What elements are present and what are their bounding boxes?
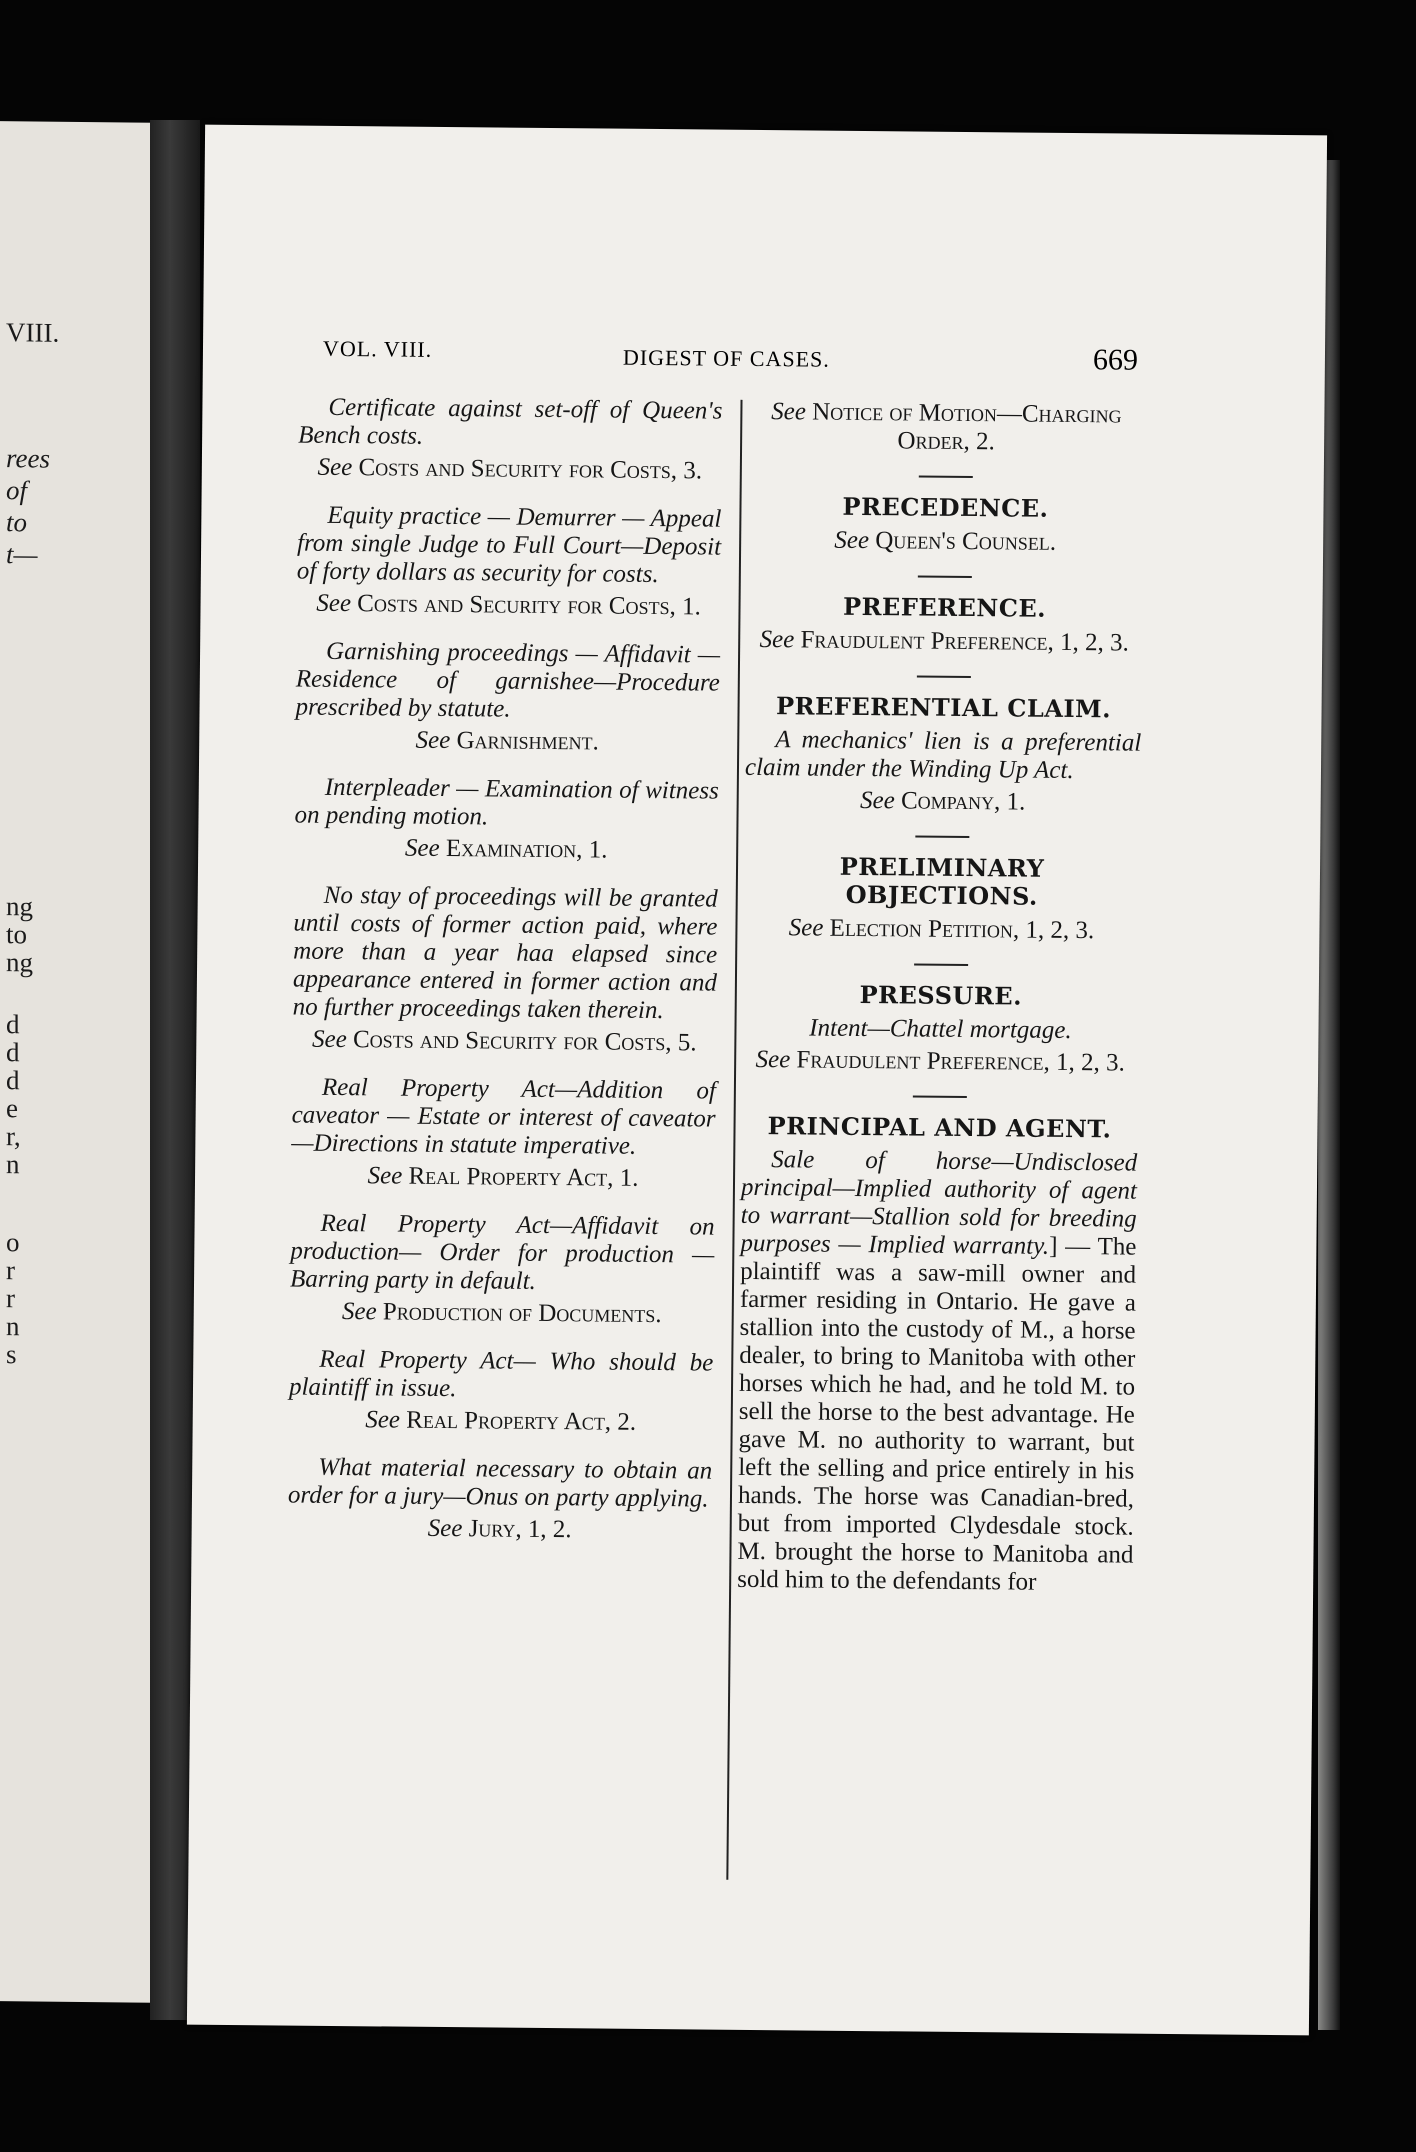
see-word: See xyxy=(427,1514,463,1543)
prev-page-fragment: d xyxy=(6,1065,20,1096)
prev-page-fragment: r xyxy=(6,1283,15,1314)
previous-page xyxy=(0,121,168,2003)
page-title: DIGEST OF CASES. xyxy=(622,344,830,372)
see-word: See xyxy=(316,589,352,618)
prev-page-fragment: o xyxy=(6,1227,20,1258)
see-word: See xyxy=(859,786,895,815)
prev-page-fragment: n xyxy=(6,1149,20,1180)
see-word: See xyxy=(341,1298,377,1326)
cross-reference: Costs and Security for Costs, 5. xyxy=(352,1026,697,1057)
left-entry-4 xyxy=(292,882,718,1058)
cross-reference: Examination, 1. xyxy=(445,835,608,864)
see-word: See xyxy=(367,1162,403,1190)
left-entry-6 xyxy=(290,1210,715,1330)
section-principal-and-agent xyxy=(737,1112,1138,1598)
left-entry-2 xyxy=(295,638,720,758)
cross-reference: Real Property Act, 2. xyxy=(406,1406,637,1436)
left-entry-5 xyxy=(291,1074,716,1194)
see-word: See xyxy=(834,526,870,555)
see-word: See xyxy=(788,914,824,942)
left-entry-3 xyxy=(294,774,719,866)
section-heading: PRINCIPAL AND AGENT. xyxy=(767,1111,1112,1144)
prev-page-fragment: e xyxy=(6,1093,18,1124)
section-rule xyxy=(913,1095,967,1098)
prev-page-fragment: r, xyxy=(6,1121,21,1152)
entry-summary: A mechanics' lien is a preferential claim under the Winding Up Act. xyxy=(744,726,1142,785)
book-page xyxy=(187,125,1327,2036)
entry-summary: Real Property Act—Affidavit on production— Order for production —Barring party in default. xyxy=(289,1209,715,1295)
section-rule xyxy=(918,576,972,579)
section-heading: PREFERENCE. xyxy=(842,591,1047,623)
section-precedence xyxy=(747,492,1144,558)
entry-summary: Equity practice — Demurrer — Appeal from single Judge to Full Court—Deposit of forty dollars as security for costs. xyxy=(296,501,722,589)
column-divider xyxy=(726,400,742,1880)
entry-summary: Interpleader — Examination of witness on pending motion. xyxy=(294,773,719,831)
right-column xyxy=(737,398,1144,1598)
prev-page-fragment: d xyxy=(6,1037,20,1068)
left-entry-7 xyxy=(289,1346,714,1438)
section-rule xyxy=(919,476,973,479)
section-heading: PRELIMINARY OBJECTIONS. xyxy=(839,851,1045,911)
section-preference xyxy=(746,592,1143,658)
cross-reference: Garnishment. xyxy=(456,727,599,756)
section-rule xyxy=(914,964,968,967)
prev-page-fragment: of xyxy=(6,475,28,506)
cross-reference: Election Petition, 1, 2, 3. xyxy=(829,914,1095,945)
left-entry-1 xyxy=(296,502,721,622)
prev-page-fragment: to xyxy=(6,507,28,538)
section-preferential-claim xyxy=(745,692,1142,818)
cross-reference: Fraudulent Preference, 1, 2, 3. xyxy=(796,1046,1125,1077)
volume-label: VOL. VIII. xyxy=(322,335,433,362)
section-heading: PRECEDENCE. xyxy=(842,491,1049,523)
prev-page-fragment: d xyxy=(6,1009,20,1040)
cross-reference: Queen's Counsel. xyxy=(875,527,1057,556)
prev-page-fragment: rees xyxy=(6,443,50,474)
prev-page-fragment: ng xyxy=(6,891,33,922)
prev-page-fragment: VIII. xyxy=(6,317,60,348)
case-body: ] — The plaintiff was a saw-mill owner and farmer residing in Ontario. He gave a stallion into the custody of M., a horse dealer, to bring to Manitoba with other horses which he had, and he told M. to sell the horse to the best advantage. He gave M. no authority to warrant, but left the selling and price entirely in his hands. The horse was Canadian-bred, but from imported Clydesdale stock. M. brought the horse to Manitoba and sold him to the defendants for xyxy=(737,1232,1137,1596)
case-text xyxy=(737,1146,1137,1598)
section-rule xyxy=(915,836,969,839)
entry-summary: No stay of proceedings will be granted until costs of former action paid, where more than a year haa elapsed since appearance entered in former action and no further proceedings taken therein. xyxy=(292,881,718,1025)
cross-reference: Fraudulent Preference, 1, 2, 3. xyxy=(800,626,1129,657)
top-cross-reference xyxy=(748,398,1145,458)
cross-reference: Production of Documents. xyxy=(382,1298,662,1329)
see-word: See xyxy=(771,398,807,426)
section-rule xyxy=(917,676,971,679)
entry-summary: Real Property Act—Addition of caveator — Estate or interest of caveator—Directions in statute imperative. xyxy=(291,1073,717,1160)
left-entry-8 xyxy=(288,1454,713,1546)
see-word: See xyxy=(415,726,451,755)
left-column xyxy=(287,394,722,1566)
see-word: See xyxy=(755,1045,791,1074)
see-word: See xyxy=(365,1406,401,1434)
cross-reference: Real Property Act, 1. xyxy=(408,1162,639,1192)
prev-page-fragment: t— xyxy=(6,539,38,570)
cross-reference: Jury, 1, 2. xyxy=(468,1515,572,1544)
entry-summary: Intent—Chattel mortgage. xyxy=(809,1014,1072,1045)
prev-page-fragment: s xyxy=(6,1339,17,1370)
section-pressure xyxy=(742,980,1139,1078)
cross-reference: Costs and Security for Costs, 3. xyxy=(358,454,703,485)
section-heading: PREFERENTIAL CLAIM. xyxy=(775,691,1112,724)
entry-summary: What material necessary to obtain an order for a jury—Onus on party applying. xyxy=(287,1453,713,1513)
entry-summary: Garnishing proceedings — Affidavit — Residence of garnishee—Procedure prescribed by statute. xyxy=(295,637,721,723)
case-summary: Sale of horse—Undisclosed principal—Implied authority of agent to warrant—Stallion sold for breeding purposes — Implied warranty. xyxy=(740,1146,1138,1260)
see-word: See xyxy=(404,834,440,862)
cross-reference: Notice of Motion—Charging Order, 2. xyxy=(812,398,1122,456)
entry-summary: Real Property Act— Who should be plaintiff in issue. xyxy=(288,1345,714,1403)
see-word: See xyxy=(759,626,795,654)
section-heading: PRESSURE. xyxy=(859,979,1023,1011)
see-word: See xyxy=(311,1025,347,1054)
prev-page-fragment: ng xyxy=(6,947,33,978)
left-entry-0 xyxy=(298,394,723,486)
cross-reference: Costs and Security for Costs, 1. xyxy=(357,590,701,621)
cross-reference: Company, 1. xyxy=(900,787,1026,816)
running-header xyxy=(323,336,1143,384)
see-word: See xyxy=(317,453,353,482)
prev-page-fragment: to xyxy=(6,919,28,950)
section-preliminary-objections xyxy=(743,852,1140,946)
prev-page-fragment: r xyxy=(6,1255,15,1286)
entry-summary: Certificate against set-off of Queen's Bench costs. xyxy=(298,393,723,450)
page-number: 669 xyxy=(1092,343,1139,377)
prev-page-fragment: n xyxy=(6,1311,20,1342)
